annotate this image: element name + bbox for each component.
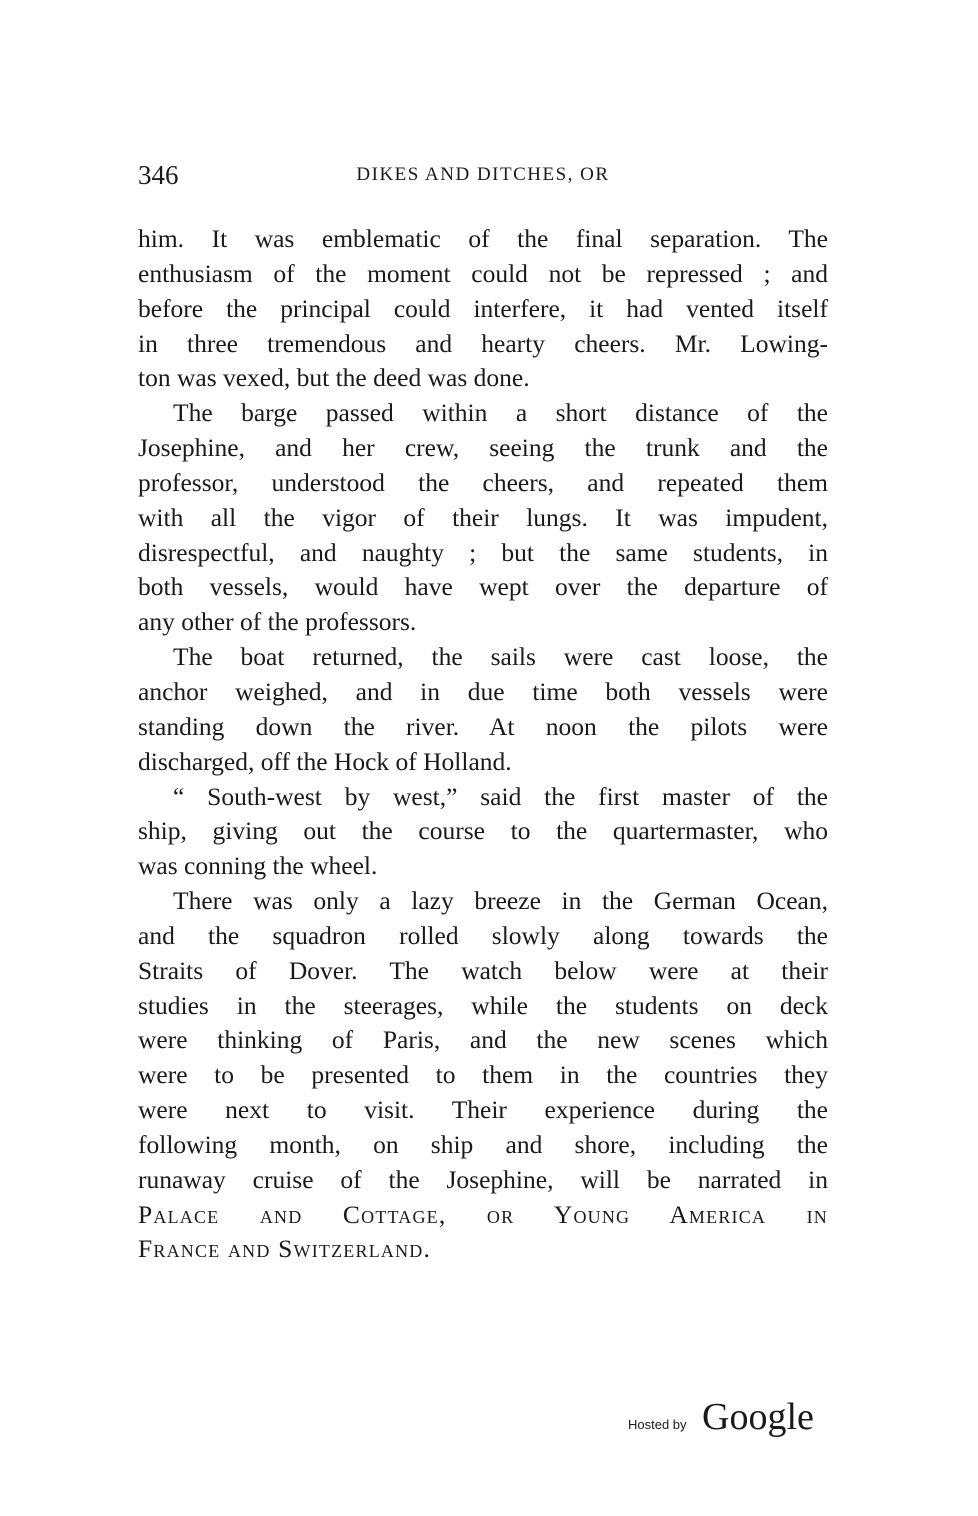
text-line: and the squadron rolled slowly along towards the [138, 920, 828, 950]
text-line: France and Switzerland. [138, 1234, 432, 1264]
text-line: runaway cruise of the Josephine, will be narrated in [138, 1164, 828, 1194]
text-line: anchor weighed, and in due time both vessels were [138, 676, 828, 706]
text-line: discharged, off the Hock of Holland. [138, 746, 512, 776]
text-line: The boat returned, the sails were cast loose, the [173, 642, 828, 672]
text-line: ship, giving out the course to the quartermaster, who [138, 816, 828, 846]
text-line: ton was vexed, but the deed was done. [138, 363, 530, 393]
paragraph [138, 222, 828, 396]
paragraph [138, 640, 828, 779]
paragraph [138, 396, 828, 640]
text-line: “ South-west by west,” said the first master of the [173, 781, 828, 811]
text-line: was conning the wheel. [138, 851, 378, 881]
text-line: There was only a lazy breeze in the German Ocean, [173, 886, 828, 916]
text-line: standing down the river. At noon the pilots were [138, 711, 828, 741]
google-logo: Google [702, 1396, 814, 1438]
page-number: 346 [138, 160, 179, 190]
text-line: professor, understood the cheers, and repeated them [138, 467, 828, 497]
page-body [138, 222, 828, 1267]
running-head: DIKES AND DITCHES, OR [356, 164, 610, 185]
paragraph [138, 884, 828, 1267]
text-line: in three tremendous and hearty cheers. Mr. Lowing- [138, 328, 828, 358]
text-line: Josephine, and her crew, seeing the trunk and the [138, 433, 828, 463]
page-header [138, 160, 828, 194]
text-line: Straits of Dover. The watch below were at their [138, 955, 828, 985]
text-line: before the principal could interfere, it had vented itself [138, 293, 828, 323]
text-line: enthusiasm of the moment could not be repressed ; and [138, 258, 828, 288]
text-line: both vessels, would have wept over the departure of [138, 572, 828, 602]
text-line: were to be presented to them in the countries they [138, 1060, 828, 1090]
hosted-by-label: Hosted by [628, 1417, 687, 1432]
text-line: with all the vigor of their lungs. It was impudent, [138, 502, 828, 532]
text-line: studies in the steerages, while the students on deck [138, 990, 828, 1020]
text-line: were next to visit. Their experience during the [138, 1095, 828, 1125]
text-line: Palace and Cottage, or Young America in [138, 1199, 828, 1229]
text-line: disrespectful, and naughty ; but the same students, in [138, 537, 828, 567]
text-line: The barge passed within a short distance of the [173, 398, 828, 428]
paragraph [138, 780, 828, 885]
text-line: following month, on ship and shore, including the [138, 1129, 828, 1159]
text-line: any other of the professors. [138, 607, 417, 637]
text-line: were thinking of Paris, and the new scenes which [138, 1025, 828, 1055]
text-line: him. It was emblematic of the final separation. The [138, 224, 828, 253]
